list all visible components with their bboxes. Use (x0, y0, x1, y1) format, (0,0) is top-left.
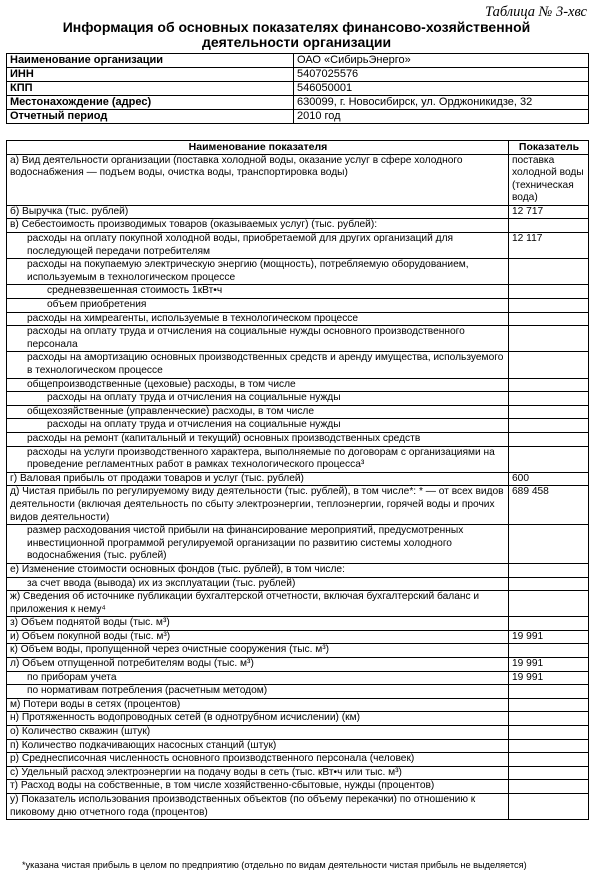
indicator-name: средневзвешенная стоимость 1кВт•ч (7, 285, 509, 299)
org-key: Местонахождение (адрес) (7, 96, 294, 110)
indicator-name: в) Себестоимость производимых товаров (оказываемых услуг) (тыс. рублей): (7, 219, 509, 233)
indicator-value: 19 991 (509, 630, 589, 644)
indicator-value (509, 712, 589, 726)
indicator-value (509, 753, 589, 767)
indicator-value: 12 117 (509, 233, 589, 259)
indicator-name: расходы на услуги производственного характера, выполняемые по договорам с организациями на проведение регламентных работ в рамках технологического процесса³ (7, 446, 509, 472)
org-value: 2010 год (294, 110, 589, 124)
indicator-value: 19 991 (509, 671, 589, 685)
table-row (7, 392, 589, 406)
org-row (7, 96, 589, 110)
table-row (7, 698, 589, 712)
table-row (7, 644, 589, 658)
indicator-name: и) Объем покупной воды (тыс. м³) (7, 630, 509, 644)
indicator-value (509, 726, 589, 740)
indicator-value (509, 446, 589, 472)
table-row (7, 577, 589, 591)
indicator-name: т) Расход воды на собственные, в том числе хозяйственно-сбытовые, нужды (процентов) (7, 780, 509, 794)
indicator-value: 19 991 (509, 658, 589, 672)
indicator-name: ж) Сведения об источнике публикации бухгалтерской отчетности, включая бухгалтерский баланс и приложения к нему⁴ (7, 591, 509, 617)
organization-info-table (6, 53, 589, 124)
table-row (7, 233, 589, 259)
indicator-value (509, 352, 589, 378)
indicator-value (509, 685, 589, 699)
indicator-value (509, 766, 589, 780)
table-number: Таблица № 3-хвс (485, 4, 587, 20)
indicator-name: у) Показатель использования производственных объектов (по объему перекачки) по отношению к пиковому дню отчетного года (процентов) (7, 794, 509, 820)
org-row (7, 82, 589, 96)
indicator-value (509, 525, 589, 564)
indicator-name: общепроизводственные (цеховые) расходы, в том числе (7, 378, 509, 392)
table-row (7, 285, 589, 299)
table-row (7, 219, 589, 233)
title-line-1: Информация об основных показателях финансово-хозяйственной (62, 19, 531, 35)
indicator-name: расходы на покупаемую электрическую энергию (мощность), потребляемую оборудованием, используемым в технологическом процессе (7, 259, 509, 285)
table-row (7, 525, 589, 564)
org-key: ИНН (7, 68, 294, 82)
org-value: 546050001 (294, 82, 589, 96)
indicator-value (509, 259, 589, 285)
table-row (7, 299, 589, 313)
table-row (7, 486, 589, 525)
indicator-value: 12 717 (509, 205, 589, 219)
indicator-name: е) Изменение стоимости основных фондов (тыс. рублей), в том числе: (7, 563, 509, 577)
indicator-value (509, 326, 589, 352)
indicator-value (509, 794, 589, 820)
indicator-value (509, 405, 589, 419)
indicator-value (509, 432, 589, 446)
table-row (7, 617, 589, 631)
table-row (7, 419, 589, 433)
indicator-name: расходы на ремонт (капитальный и текущий) основных производственных средств (7, 432, 509, 446)
table-row (7, 405, 589, 419)
indicator-name: р) Среднесписочная численность основного производственного персонала (человек) (7, 753, 509, 767)
indicator-value (509, 591, 589, 617)
indicator-name: общехозяйственные (управленческие) расходы, в том числе (7, 405, 509, 419)
table-row (7, 472, 589, 486)
table-row (7, 739, 589, 753)
table-row (7, 446, 589, 472)
table-row (7, 685, 589, 699)
indicator-name: н) Протяженность водопроводных сетей (в однотрубном исчислении) (км) (7, 712, 509, 726)
table-row (7, 352, 589, 378)
table-row (7, 658, 589, 672)
indicator-value (509, 392, 589, 406)
indicators-body (7, 154, 589, 820)
org-row (7, 68, 589, 82)
table-row (7, 671, 589, 685)
indicator-name: расходы на оплату покупной холодной воды, приобретаемой для других организаций для последующей передачи потребителям (7, 233, 509, 259)
indicator-name: расходы на оплату труда и отчисления на социальные нужды (7, 419, 509, 433)
indicator-name: за счет ввода (вывода) их из эксплуатации (тыс. рублей) (7, 577, 509, 591)
indicator-value (509, 739, 589, 753)
indicator-value (509, 577, 589, 591)
indicator-name: расходы на химреагенты, используемые в технологическом процессе (7, 312, 509, 326)
column-header-name: Наименование показателя (7, 141, 509, 155)
indicator-value: 689 458 (509, 486, 589, 525)
indicator-name: л) Объем отпущенной потребителям воды (тыс. м³) (7, 658, 509, 672)
table-row (7, 432, 589, 446)
indicators-header-row (7, 141, 589, 155)
table-row (7, 326, 589, 352)
indicator-name: с) Удельный расход электроэнергии на подачу воды в сеть (тыс. кВт•ч или тыс. м³) (7, 766, 509, 780)
indicator-name: к) Объем воды, пропущенной через очистные сооружения (тыс. м³) (7, 644, 509, 658)
indicator-value (509, 219, 589, 233)
table-row (7, 154, 589, 205)
org-value: ОАО «СибирьЭнерго» (294, 54, 589, 68)
table-row (7, 591, 589, 617)
table-row (7, 259, 589, 285)
indicator-value (509, 698, 589, 712)
indicator-name: расходы на оплату труда и отчисления на социальные нужды основного производственного персонала (7, 326, 509, 352)
table-row (7, 712, 589, 726)
indicator-value (509, 378, 589, 392)
indicator-value: 600 (509, 472, 589, 486)
indicator-value (509, 419, 589, 433)
indicator-value (509, 563, 589, 577)
indicator-name: г) Валовая прибыль от продажи товаров и услуг (тыс. рублей) (7, 472, 509, 486)
title-line-2: деятельности организации (201, 34, 392, 50)
table-row (7, 312, 589, 326)
indicator-value (509, 780, 589, 794)
page-title (0, 20, 593, 50)
indicator-name: м) Потери воды в сетях (процентов) (7, 698, 509, 712)
table-row (7, 753, 589, 767)
indicator-name: а) Вид деятельности организации (поставка холодной воды, оказание услуг в сфере холодного водоснабжения — подъем воды, очистка воды, транспортировка воды) (7, 154, 509, 205)
org-key: КПП (7, 82, 294, 96)
indicator-name: п) Количество подкачивающих насосных станций (штук) (7, 739, 509, 753)
table-row (7, 766, 589, 780)
table-row (7, 205, 589, 219)
indicator-name: б) Выручка (тыс. рублей) (7, 205, 509, 219)
table-row (7, 378, 589, 392)
indicator-value (509, 312, 589, 326)
indicator-value (509, 299, 589, 313)
footnote: *указана чистая прибыль в целом по предприятию (отдельно по видам деятельности чистая прибыль не выделяется) (22, 860, 527, 870)
indicator-value (509, 285, 589, 299)
indicator-name: о) Количество скважин (штук) (7, 726, 509, 740)
org-row (7, 110, 589, 124)
table-row (7, 563, 589, 577)
indicator-name: расходы на оплату труда и отчисления на социальные нужды (7, 392, 509, 406)
table-row (7, 794, 589, 820)
column-header-value: Показатель (509, 141, 589, 155)
org-value: 630099, г. Новосибирск, ул. Орджоникидзе, 32 (294, 96, 589, 110)
indicator-value (509, 644, 589, 658)
indicator-name: объем приобретения (7, 299, 509, 313)
indicator-name: расходы на амортизацию основных производственных средств и аренду имущества, используемого в технологическом процессе (7, 352, 509, 378)
table-row (7, 726, 589, 740)
org-row (7, 54, 589, 68)
indicator-name: д) Чистая прибыль по регулируемому виду деятельности (тыс. рублей), в том числе*: * — от всех видов деятельности (включая деятельность по сбыту электроэнергии, теплоэнергии, горячей воды и прочих видов деятельности) (7, 486, 509, 525)
indicator-value: поставка холодной воды (техническая вода) (509, 154, 589, 205)
indicator-name: з) Объем поднятой воды (тыс. м³) (7, 617, 509, 631)
indicator-name: по приборам учета (7, 671, 509, 685)
table-row (7, 780, 589, 794)
org-key: Отчетный период (7, 110, 294, 124)
indicators-table (6, 140, 589, 820)
indicator-value (509, 617, 589, 631)
table-row (7, 630, 589, 644)
indicator-name: размер расходования чистой прибыли на финансирование мероприятий, предусмотренных инвестиционной программой регулируемой организации по развитию системы холодного водоснабжения (тыс. рублей) (7, 525, 509, 564)
indicator-name: по нормативам потребления (расчетным методом) (7, 685, 509, 699)
org-key: Наименование организации (7, 54, 294, 68)
org-value: 5407025576 (294, 68, 589, 82)
